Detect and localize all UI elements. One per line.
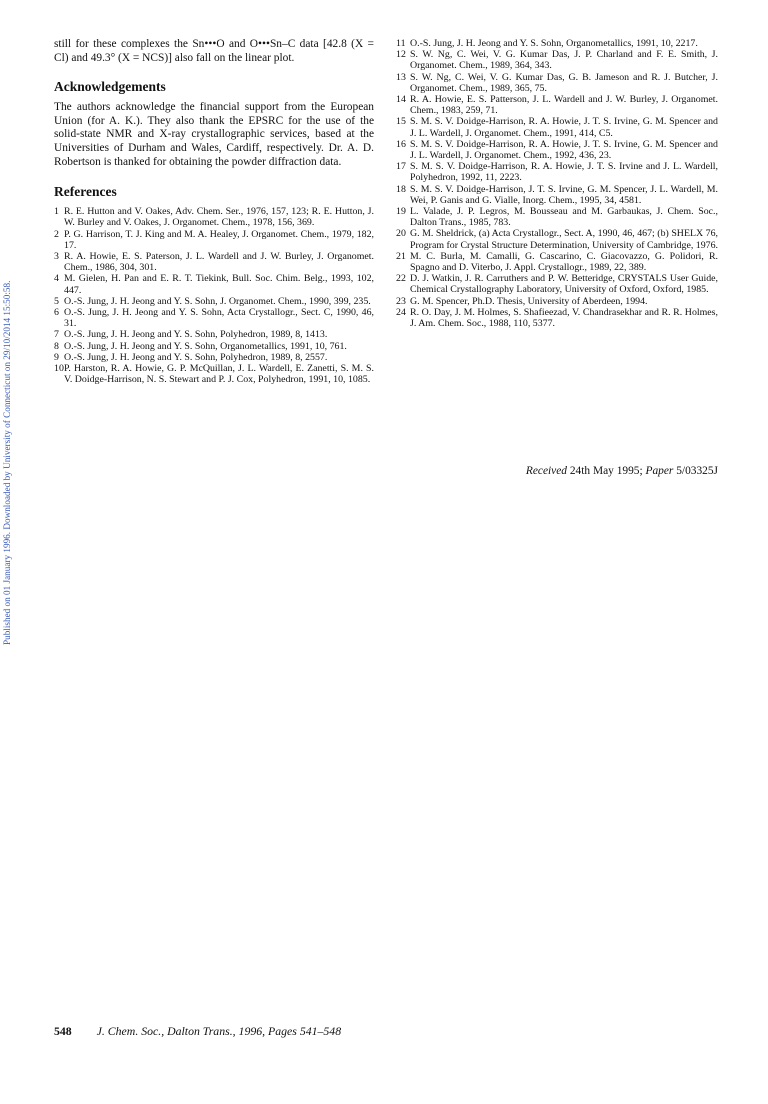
- received-year: 1995;: [616, 465, 643, 477]
- reference-text: G. M. Sheldrick, (a) Acta Crystallogr., Sect. A, 1990, 46, 467; (b) SHELX 76, Program for Crystal Structure Determination, University of Cambridge, 1976.: [410, 228, 718, 251]
- reference-text: O.-S. Jung, J. H. Jeong and Y. S. Sohn, J. Organomet. Chem., 1990, 399, 235.: [64, 295, 371, 307]
- reference-text: R. E. Hutton and V. Oakes, Adv. Chem. Ser., 1976, 157, 123; R. E. Hutton, J. W. Burley and V. Oakes, J. Organomet. Chem., 1978, 156, 369.: [64, 206, 374, 229]
- page-number: 548: [54, 1024, 72, 1038]
- reference-text: M. Gielen, H. Pan and E. R. T. Tiekink, Bull. Soc. Chim. Belg., 1993, 102, 447.: [64, 273, 374, 296]
- reference-item: [54, 307, 374, 329]
- reference-item: [396, 307, 718, 329]
- download-watermark: Published on 01 January 1996. Downloaded by University of Connecticut on 29/10/2014 15:50:58.: [2, 280, 12, 645]
- reference-number: 8: [54, 340, 59, 352]
- reference-text: S. M. S. V. Doidge-Harrison, R. A. Howie, J. T. S. Irvine, G. M. Spencer and J. L. Wardell, J. Organomet. Chem., 1991, 414, C5.: [410, 116, 718, 139]
- reference-text: O.-S. Jung, J. H. Jeong and Y. S. Sohn, Polyhedron, 1989, 8, 1413.: [64, 329, 328, 341]
- reference-item: [396, 72, 718, 94]
- reference-number: 6: [54, 306, 59, 318]
- reference-text: R. A. Howie, E. S. Patterson, J. L. Wardell and J. W. Burley, J. Organomet. Chem., 1983, 259, 71.: [410, 94, 718, 117]
- reference-item: [396, 184, 718, 206]
- reference-number: 13: [396, 71, 406, 83]
- references-list-right: [396, 38, 718, 329]
- left-column: [54, 38, 374, 385]
- reference-text: R. A. Howie, E. S. Paterson, J. L. Wardell and J. W. Burley, J. Organomet. Chem., 1986, 304, 301.: [64, 250, 374, 274]
- reference-number: 12: [396, 49, 406, 61]
- reference-number: 21: [396, 250, 406, 262]
- reference-text: O.-S. Jung, J. H. Jeong and Y. S. Sohn, Acta Crystallogr., Sect. C, 1990, 46, 31.: [64, 306, 374, 330]
- reference-item: [396, 161, 718, 183]
- reference-number: 11: [396, 38, 406, 49]
- reference-item: [396, 116, 718, 138]
- reference-text: P. G. Harrison, T. J. King and M. A. Healey, J. Organomet. Chem., 1979, 182, 17.: [64, 228, 374, 251]
- reference-item: [396, 139, 718, 161]
- reference-number: 22: [396, 273, 406, 285]
- reference-item: [54, 251, 374, 273]
- reference-item: [54, 296, 374, 307]
- references-heading: References: [54, 184, 117, 200]
- reference-number: 18: [396, 183, 406, 195]
- reference-item: [396, 49, 718, 71]
- reference-number: 10: [54, 363, 64, 374]
- reference-item: [396, 38, 718, 49]
- reference-number: 4: [54, 273, 59, 285]
- reference-text: G. M. Spencer, Ph.D. Thesis, University of Aberdeen, 1994.: [410, 295, 648, 307]
- reference-item: [54, 363, 374, 385]
- reference-number: 14: [396, 94, 406, 106]
- acknowledgements-heading: Acknowledgements: [54, 79, 166, 95]
- reference-item: [396, 273, 718, 295]
- received-prefix: Received: [525, 465, 567, 477]
- reference-number: 17: [396, 161, 406, 173]
- reference-number: 7: [54, 329, 59, 341]
- reference-text: O.-S. Jung, J. H. Jeong and Y. S. Sohn, Organometallics, 1991, 10, 2217.: [410, 38, 698, 49]
- reference-text: L. Valade, J. P. Legros, M. Bousseau and M. Garbaukas, J. Chem. Soc., Dalton Trans., 1985, 783.: [410, 206, 718, 229]
- reference-number: 19: [396, 206, 406, 218]
- reference-item: [54, 206, 374, 228]
- reference-text: R. O. Day, J. M. Holmes, S. Shafieezad, V. Chandrasekhar and R. R. Holmes, J. Am. Chem. Soc., 1988, 110, 5377.: [410, 306, 718, 330]
- reference-text: P. Harston, R. A. Howie, G. P. McQuillan, J. L. Wardell, E. Zanetti, S. M. S. V. Doidge-Harrison, N. S. Stewart and P. J. Cox, Polyhedron, 1991, 10, 1085.: [64, 363, 374, 386]
- reference-item: [54, 273, 374, 295]
- received-line: [396, 465, 718, 477]
- reference-number: 9: [54, 351, 59, 363]
- reference-item: [396, 251, 718, 273]
- journal-citation: J. Chem. Soc., Dalton Trans., 1996, Pages 541–548: [96, 1024, 342, 1038]
- reference-number: 24: [396, 306, 406, 318]
- intro-paragraph: still for these complexes the Sn•••O and O•••Sn–C data [42.8 (X = Cl) and 49.3° (X = NCS)] also fall on the linear plot.: [54, 38, 374, 64]
- reference-text: M. C. Burla, M. Camalli, G. Cascarino, C. Giacovazzo, G. Polidori, R. Spagno and D. Viterbo, J. Appl. Crystallogr., 1989, 22, 389.: [410, 250, 718, 274]
- reference-number: 15: [396, 116, 406, 128]
- reference-text: S. M. S. V. Doidge-Harrison, R. A. Howie, J. T. S. Irvine and J. L. Wardell, Polyhedron, 1992, 11, 2223.: [410, 161, 718, 184]
- reference-item: [54, 229, 374, 251]
- reference-number: 23: [396, 295, 406, 307]
- reference-text: O.-S. Jung, J. H. Jeong and Y. S. Sohn, Polyhedron, 1989, 8, 2557.: [64, 351, 328, 363]
- reference-item: [396, 94, 718, 116]
- reference-text: D. J. Watkin, J. R. Carruthers and P. W. Betteridge, CRYSTALS User Guide, Chemical Crystallography Laboratory, University of Oxford, Oxford, 1985.: [410, 273, 718, 296]
- references-list-left: [54, 206, 374, 385]
- reference-text: O.-S. Jung, J. H. Jeong and Y. S. Sohn, Organometallics, 1991, 10, 761.: [64, 340, 347, 352]
- reference-text: S. W. Ng, C. Wei, V. G. Kumar Das, G. B. Jameson and R. J. Butcher, J. Organomet. Chem., 1989, 365, 75.: [410, 71, 718, 94]
- reference-text: S. M. S. V. Doidge-Harrison, J. T. S. Irvine, G. M. Spencer, J. L. Wardell, M. Wei, P. Ganis and G. Vialle, Inorg. Chem., 1995, 34, 4581.: [410, 183, 718, 206]
- reference-item: [54, 341, 374, 352]
- reference-item: [396, 296, 718, 307]
- page-footer: [54, 1024, 341, 1039]
- reference-number: 2: [54, 228, 59, 240]
- reference-item: [54, 352, 374, 363]
- acknowledgements-text: The authors acknowledge the financial support from the European Union (for A. K.). They also thank the EPSRC for the use of the solid-state NMR and X-ray crystallographic services, based at the Universities of Durham and Wales, Cardiff, respectively. Dr. A. D. Robertson is thanked for obtaining the powder diffraction data.: [54, 101, 374, 168]
- reference-number: 16: [396, 138, 406, 150]
- reference-item: [396, 228, 718, 250]
- reference-text: S. W. Ng, C. Wei, V. G. Kumar Das, J. P. Charland and F. E. Smith, J. Organomet. Chem., 1989, 364, 343.: [410, 49, 718, 72]
- reference-number: 20: [396, 228, 406, 240]
- paper-number: 5/03325J: [676, 465, 718, 477]
- reference-number: 1: [54, 206, 59, 218]
- reference-item: [54, 329, 374, 340]
- reference-text: S. M. S. V. Doidge-Harrison, R. A. Howie, J. T. S. Irvine, G. M. Spencer and J. L. Wardell, J. Organomet. Chem., 1992, 436, 23.: [410, 138, 718, 162]
- reference-number: 3: [54, 250, 59, 262]
- right-column: [396, 38, 718, 329]
- paper-label: Paper: [645, 465, 674, 477]
- received-date: 24th May: [569, 465, 614, 477]
- reference-item: [396, 206, 718, 228]
- reference-number: 5: [54, 295, 59, 307]
